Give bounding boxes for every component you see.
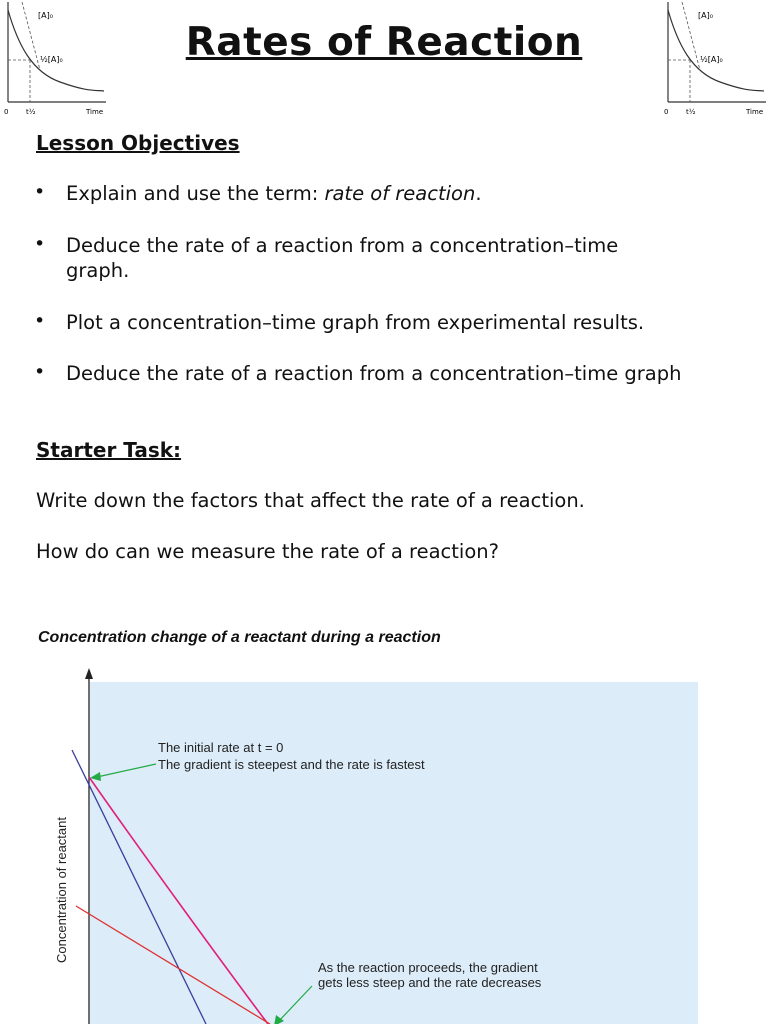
bullet-icon: •	[34, 361, 46, 383]
objective-item-2: Deduce the rate of a reaction from a concentration–time graph.	[66, 234, 619, 282]
figure-caption: Concentration change of a reactant during a reaction	[38, 629, 441, 646]
bullet-icon: •	[34, 310, 46, 332]
annotation-initial-line-2: The gradient is steepest and the rate is fastest	[158, 757, 425, 772]
rate-of-reaction-term: rate of reaction	[324, 182, 476, 205]
thumb-label-a0: [A]₀	[698, 11, 713, 20]
starter-line-2: How do can we measure the rate of a reaction?	[36, 540, 499, 563]
thumb-label-half: ½[A]₀	[700, 55, 723, 64]
thumb-label-time: Time	[746, 108, 764, 116]
thumb-label-thalf: t½	[26, 108, 36, 116]
annotation-initial-line-1: The initial rate at t = 0	[158, 740, 284, 755]
thumb-label-a0: [A]₀	[38, 11, 53, 20]
starter-line-1: Write down the factors that affect the rate of a reaction.	[36, 489, 585, 512]
half-life-thumbnail-right	[660, 0, 768, 120]
objective-item-3: Plot a concentration–time graph from experimental results.	[66, 311, 645, 334]
annotation-later-line-1: As the reaction proceeds, the gradient	[318, 960, 538, 975]
half-life-thumbnail-left	[0, 0, 108, 120]
starter-heading: Starter Task:	[36, 438, 182, 462]
page-title: Rates of Reaction	[185, 20, 583, 65]
objective-item-1: Explain and use the term: rate of reaction.	[66, 182, 482, 205]
bullet-icon: •	[34, 181, 46, 203]
bullet-icon: •	[34, 233, 46, 255]
thumb-label-half: ½[A]₀	[40, 55, 63, 64]
thumb-label-zero: 0	[664, 108, 669, 116]
thumb-label-zero: 0	[4, 108, 9, 116]
thumb-label-thalf: t½	[686, 108, 696, 116]
concentration-time-chart	[0, 660, 768, 1024]
objective-item-4: Deduce the rate of a reaction from a concentration–time graph	[66, 362, 682, 385]
objectives-heading: Lesson Objectives	[36, 131, 240, 155]
y-axis-label: Concentration of reactant	[54, 817, 69, 963]
thumb-label-time: Time	[86, 108, 104, 116]
y-axis-arrow-icon	[85, 668, 93, 679]
annotation-later-line-2: gets less steep and the rate decreases	[318, 975, 542, 990]
